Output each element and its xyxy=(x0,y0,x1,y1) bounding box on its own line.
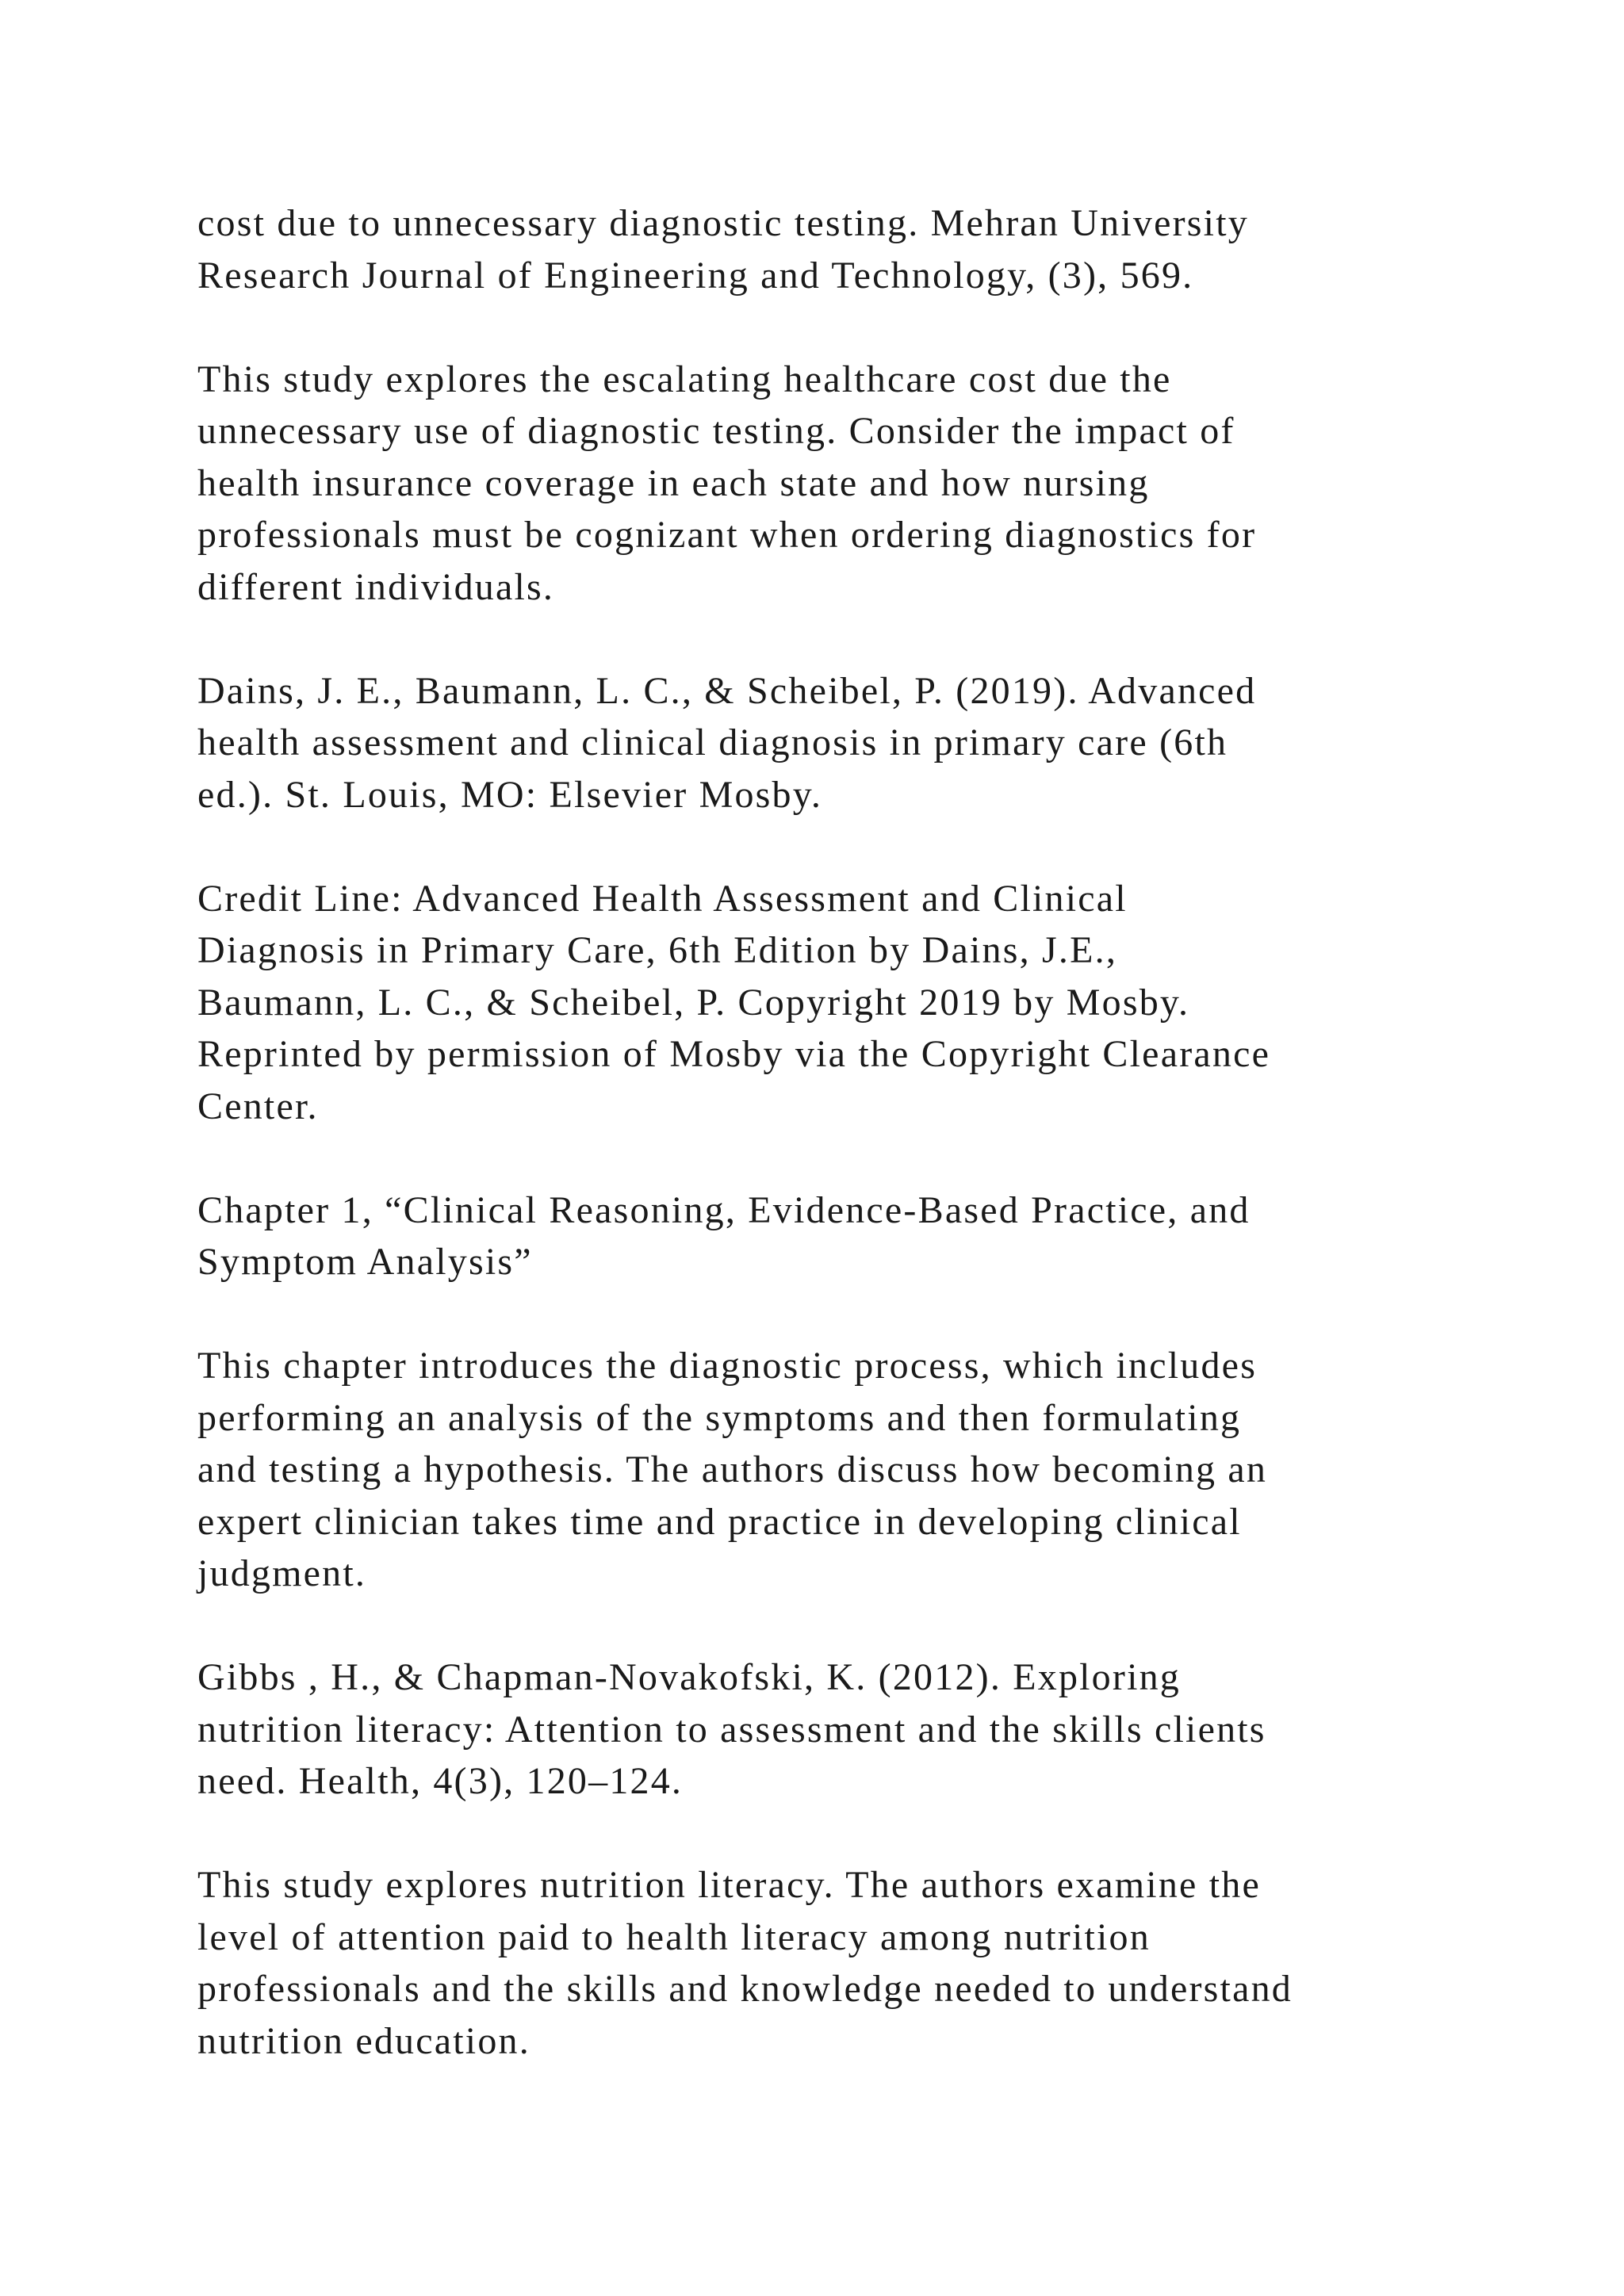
reference-paragraph xyxy=(197,665,1466,821)
text-line: nutrition literacy: Attention to assessment and the skills clients xyxy=(197,1708,1266,1751)
credit-line-paragraph xyxy=(197,873,1466,1133)
chapter-title-paragraph xyxy=(197,1184,1466,1288)
text-line: level of attention paid to health literacy among nutrition xyxy=(197,1915,1151,1958)
text-line: nutrition education. xyxy=(197,2019,530,2062)
text-line: health assessment and clinical diagnosis in primary care (6th xyxy=(197,721,1228,763)
text-line: expert clinician takes time and practice in developing clinical xyxy=(197,1500,1242,1543)
reference-continuation-paragraph xyxy=(197,197,1466,301)
text-line: professionals must be cognizant when ordering diagnostics for xyxy=(197,514,1257,556)
text-line: Credit Line: Advanced Health Assessment and Clinical xyxy=(197,877,1128,920)
text-line: Center. xyxy=(197,1085,319,1127)
text-line: Symptom Analysis” xyxy=(197,1241,533,1283)
text-line: judgment. xyxy=(197,1552,367,1594)
text-line: health insurance coverage in each state and how nursing xyxy=(197,461,1150,504)
text-line: Dains, J. E., Baumann, L. C., & Scheibel, P. (2019). Advanced xyxy=(197,669,1257,712)
text-line: professionals and the skills and knowledge needed to understand xyxy=(197,1968,1293,2010)
reference-paragraph xyxy=(197,1651,1466,1808)
text-line: Gibbs , H., & Chapman-Novakofski, K. (2012). Exploring xyxy=(197,1656,1182,1698)
annotation-paragraph xyxy=(197,1859,1466,2067)
text-line: performing an analysis of the symptoms and then formulating xyxy=(197,1396,1242,1439)
text-line: ed.). St. Louis, MO: Elsevier Mosby. xyxy=(197,773,823,816)
text-line: unnecessary use of diagnostic testing. Consider the impact of xyxy=(197,410,1235,452)
text-line: Chapter 1, “Clinical Reasoning, Evidence-Based Practice, and xyxy=(197,1188,1251,1231)
text-line: need. Health, 4(3), 120–124. xyxy=(197,1760,684,1802)
text-line: Reprinted by permission of Mosby via the Copyright Clearance xyxy=(197,1033,1271,1075)
text-line: Baumann, L. C., & Scheibel, P. Copyright 2019 by Mosby. xyxy=(197,981,1190,1024)
text-line: Diagnosis in Primary Care, 6th Edition by Dains, J.E., xyxy=(197,929,1118,971)
text-line: Research Journal of Engineering and Technology, (3), 569. xyxy=(197,254,1194,297)
text-line: This chapter introduces the diagnostic process, which includes xyxy=(197,1345,1258,1387)
annotation-paragraph xyxy=(197,1340,1466,1600)
document-body xyxy=(197,197,1466,2119)
text-line: This study explores nutrition literacy. The authors examine the xyxy=(197,1864,1261,1906)
text-line: different individuals. xyxy=(197,565,555,608)
text-line: cost due to unnecessary diagnostic testing. Mehran University xyxy=(197,202,1249,244)
annotation-paragraph xyxy=(197,354,1466,614)
text-line: This study explores the escalating healthcare cost due the xyxy=(197,358,1172,400)
text-line: and testing a hypothesis. The authors discuss how becoming an xyxy=(197,1448,1268,1490)
